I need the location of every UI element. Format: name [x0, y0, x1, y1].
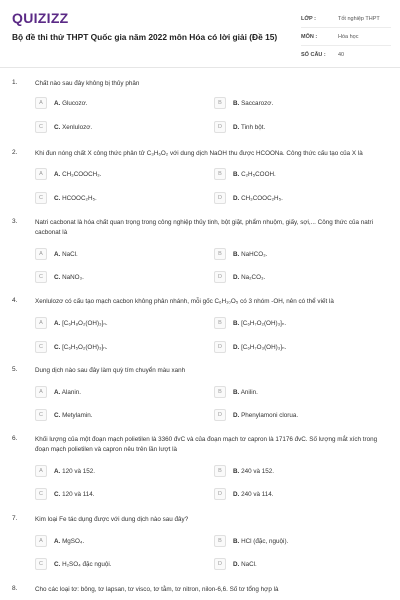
option-letter: B. [233, 467, 240, 475]
option-b[interactable] [214, 465, 386, 477]
question-text: Dung dịch nào sau đây làm quỳ tím chuyển màu xanh [35, 367, 186, 374]
quizizz-logo: QUIZIZZ [12, 10, 69, 26]
option-text: NaCl. [62, 250, 78, 258]
option-letter: C. [54, 490, 61, 498]
option-letter: B. [233, 319, 240, 327]
option-label [233, 538, 288, 545]
option-letter: B. [233, 170, 240, 178]
option-letter: D. [233, 411, 240, 419]
option-box[interactable]: D [214, 558, 226, 570]
meta-value: 40 [338, 52, 345, 58]
option-box[interactable]: A [35, 535, 47, 547]
option-box[interactable]: B [214, 465, 226, 477]
option-box[interactable]: B [214, 97, 226, 109]
option-letter: A. [54, 170, 61, 178]
option-text: NaNO₃. [62, 273, 84, 281]
option-box[interactable]: B [214, 535, 226, 547]
option-label [233, 561, 257, 568]
meta-label: LỚP : [301, 15, 316, 22]
option-label [54, 344, 108, 351]
option-box[interactable]: D [214, 409, 226, 421]
meta-row-count [301, 46, 391, 64]
option-c[interactable] [35, 192, 207, 204]
question-number: 8. [12, 585, 18, 592]
option-text: C₂H₅COOH. [241, 170, 276, 178]
option-label [233, 274, 265, 281]
header-divider [0, 67, 400, 68]
option-text: Glucozơ. [62, 99, 88, 107]
option-letter: C. [54, 273, 61, 281]
option-c[interactable] [35, 341, 207, 353]
option-label [233, 344, 286, 351]
option-d[interactable] [214, 341, 386, 353]
option-d[interactable] [214, 488, 386, 500]
question-number: 6. [12, 435, 18, 442]
question-text: Chất nào sau đây không bị thủy phân [35, 80, 140, 87]
option-box[interactable]: C [35, 488, 47, 500]
option-letter: A. [54, 319, 61, 327]
option-label [233, 389, 258, 396]
option-label [54, 561, 112, 568]
option-letter: A. [54, 467, 61, 475]
option-text: CH₃COOCH₃. [62, 170, 102, 178]
option-letter: A. [54, 99, 61, 107]
option-label [233, 124, 265, 131]
option-box[interactable]: D [214, 488, 226, 500]
option-box[interactable]: A [35, 465, 47, 477]
option-label [54, 195, 97, 202]
option-b[interactable] [214, 317, 386, 329]
option-text: NaHCO₃. [241, 250, 268, 258]
option-label [54, 491, 95, 498]
option-box[interactable]: B [214, 317, 226, 329]
option-box[interactable]: A [35, 97, 47, 109]
option-box[interactable]: D [214, 341, 226, 353]
question-text: Kim loại Fe tác dụng được với dung dịch nào sau đây? [35, 516, 189, 523]
option-label [233, 251, 267, 258]
option-letter: B. [233, 250, 240, 258]
option-label [54, 412, 93, 419]
option-box[interactable]: B [214, 168, 226, 180]
option-label [233, 171, 276, 178]
option-text: Xenlulozơ. [62, 123, 93, 131]
option-box[interactable]: C [35, 271, 47, 283]
question-number: 3. [12, 218, 18, 225]
option-a[interactable] [35, 465, 207, 477]
option-text: [C₆H₅O₂(OH)₃]ₙ. [62, 343, 108, 351]
option-b[interactable] [214, 97, 386, 109]
option-c[interactable] [35, 488, 207, 500]
option-letter: C. [54, 343, 61, 351]
meta-value: Hóa học [338, 33, 359, 40]
option-text: 120 và 152. [62, 467, 95, 475]
option-text: Metylamin. [62, 411, 93, 419]
question-number: 2. [12, 149, 18, 156]
option-box[interactable]: C [35, 192, 47, 204]
option-text: CH₃COOC₂H₅. [241, 194, 283, 202]
option-label [54, 171, 101, 178]
option-a[interactable] [35, 317, 207, 329]
option-b[interactable] [214, 386, 386, 398]
document-header [0, 0, 400, 67]
option-c[interactable] [35, 558, 207, 570]
question-number: 4. [12, 297, 18, 304]
question-number: 1. [12, 79, 18, 86]
option-b[interactable] [214, 248, 386, 260]
question-text: Xenlulozơ có cấu tạo mạch cacbon không phân nhánh, mỗi gốc C₆H₁₀O₅ có 3 nhóm -OH, nên có thể viết là [35, 298, 334, 305]
option-b[interactable] [214, 535, 386, 547]
question-number: 5. [12, 366, 18, 373]
option-letter: C. [54, 123, 61, 131]
meta-row-class [301, 10, 391, 28]
option-text: HCl (đặc, nguội). [241, 537, 289, 545]
option-text: HCOOC₂H₅. [62, 194, 97, 202]
option-box[interactable]: B [214, 386, 226, 398]
option-letter: A. [54, 388, 61, 396]
option-label [54, 320, 108, 327]
question-text: Natri cacbonat là hóa chất quan trọng trong công nghiệp thủy tinh, bột giặt, phẩm nhuộm, giấy, sợi,... Công thức của natri cacbonat là [35, 219, 373, 236]
meta-label: MÔN : [301, 33, 318, 40]
option-text: H₂SO₄ đặc nguội. [62, 560, 112, 568]
option-box[interactable]: C [35, 341, 47, 353]
option-box[interactable]: D [214, 192, 226, 204]
option-letter: C. [54, 411, 61, 419]
option-c[interactable] [35, 409, 207, 421]
option-d[interactable] [214, 409, 386, 421]
option-letter: B. [233, 388, 240, 396]
option-letter: A. [54, 537, 61, 545]
option-d[interactable] [214, 558, 386, 570]
option-box[interactable]: A [35, 168, 47, 180]
option-text: 120 và 114. [62, 490, 95, 498]
option-d[interactable] [214, 192, 386, 204]
option-text: Tinh bột. [240, 123, 266, 131]
option-letter: B. [233, 99, 240, 107]
option-c[interactable] [35, 121, 207, 133]
option-box[interactable]: A [35, 248, 47, 260]
option-text: [C₆H₇O₂(OH)₃]ₙ. [241, 319, 287, 327]
option-d[interactable] [214, 121, 386, 133]
option-letter: D. [233, 560, 240, 568]
option-a[interactable] [35, 535, 207, 547]
option-label [54, 274, 84, 281]
option-box[interactable]: B [214, 248, 226, 260]
question-text: Khối lượng của một đoạn mạch polietilen là 3360 đvC và của đoạn mạch tơ capron là 17176 đvC. Số lượng mắt xích trong đoạn mạch polietilen và capron nêu trên lần lượt là [35, 436, 378, 453]
option-text: Alanin. [61, 388, 81, 396]
option-box[interactable]: D [214, 271, 226, 283]
option-text: 240 và 114. [241, 490, 274, 498]
option-text: [C₆H₈O₂(OH)₃]ₙ. [62, 319, 108, 327]
option-box[interactable]: A [35, 386, 47, 398]
option-a[interactable] [35, 386, 207, 398]
option-box[interactable]: C [35, 409, 47, 421]
option-label [54, 468, 95, 475]
option-a[interactable] [35, 168, 207, 180]
question-number: 7. [12, 515, 18, 522]
option-box[interactable]: C [35, 121, 47, 133]
option-label [233, 412, 298, 419]
option-letter: D. [233, 343, 240, 351]
option-box[interactable]: C [35, 558, 47, 570]
option-letter: C. [54, 194, 61, 202]
option-label [54, 251, 78, 258]
option-label [54, 538, 84, 545]
question-text: Khi đun nóng chất X công thức phân tử C₃H₆O₂ với dung dịch NaOH thu được HCOONa. Công thức cấu tạo của X là [35, 150, 363, 157]
option-text: MgSO₄. [62, 537, 85, 545]
option-text: NaCl. [241, 560, 257, 568]
option-label [54, 389, 81, 396]
document-meta [301, 10, 391, 64]
option-box[interactable]: A [35, 317, 47, 329]
option-text: Na₂CO₃. [241, 273, 266, 281]
option-text: Phenylamoni clorua. [241, 411, 299, 419]
option-letter: D. [233, 490, 240, 498]
option-c[interactable] [35, 271, 207, 283]
option-text: Saccarozơ. [241, 99, 274, 107]
page-title: Bộ đề thi thử THPT Quốc gia năm 2022 môn Hóa có lời giải (Đề 15) [12, 32, 278, 42]
option-label [233, 491, 274, 498]
option-text: Anilin. [240, 388, 258, 396]
option-text: [C₆H₇O₃(OH)₃]ₙ. [241, 343, 287, 351]
option-box[interactable]: D [214, 121, 226, 133]
option-letter: D. [233, 123, 240, 131]
option-letter: A. [54, 250, 61, 258]
option-b[interactable] [214, 168, 386, 180]
option-letter: B. [233, 537, 240, 545]
option-label [233, 320, 286, 327]
option-letter: D. [233, 194, 240, 202]
meta-row-subject [301, 28, 391, 46]
meta-value: Tốt nghiệp THPT [338, 15, 380, 22]
option-label [233, 468, 274, 475]
meta-label: SỐ CÂU : [301, 52, 326, 58]
option-a[interactable] [35, 248, 207, 260]
question-text: Cho các loại tơ: bông, tơ lapsan, tơ visco, tơ tằm, tơ nitron, nilon-6,6. Số tơ tổng hợp là [35, 586, 279, 593]
option-letter: D. [233, 273, 240, 281]
option-letter: C. [54, 560, 61, 568]
option-label [233, 100, 273, 107]
option-a[interactable] [35, 97, 207, 109]
option-label [54, 124, 92, 131]
option-d[interactable] [214, 271, 386, 283]
option-label [233, 195, 283, 202]
option-text: 240 và 152. [241, 467, 274, 475]
option-label [54, 100, 88, 107]
